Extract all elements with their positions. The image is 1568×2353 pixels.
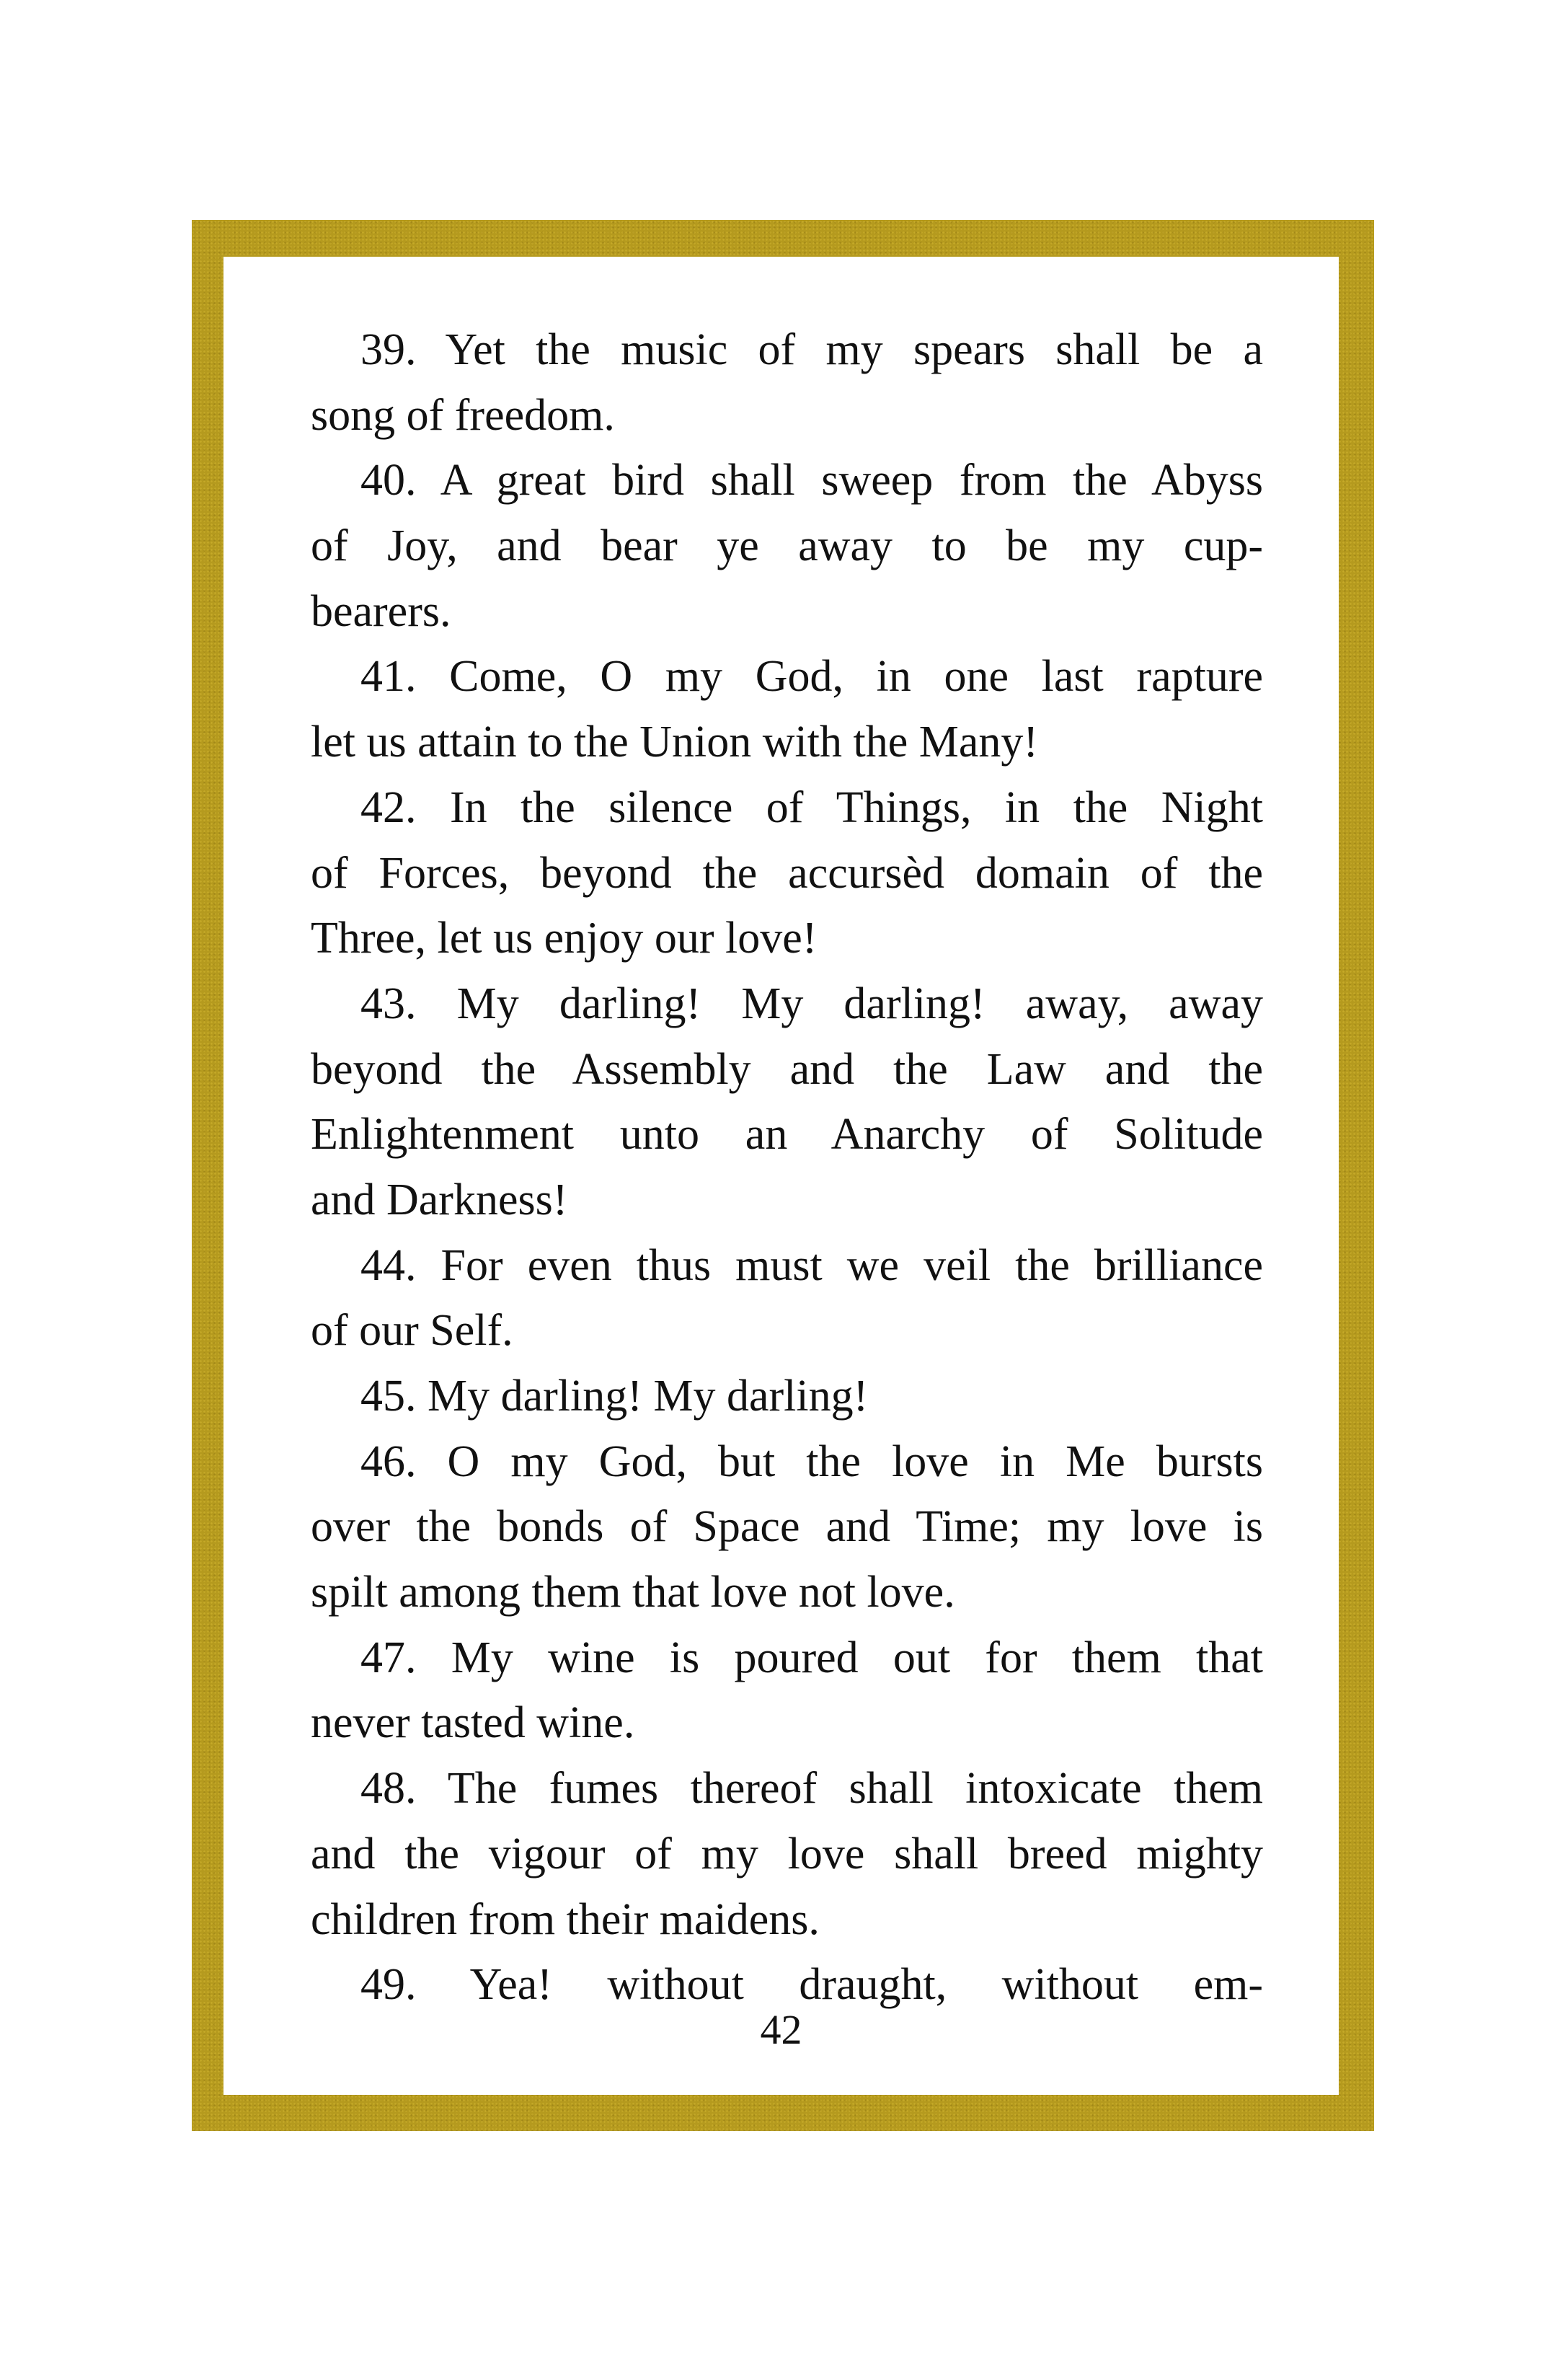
verse-line: beyond the Assembly and the Law and the <box>311 1044 1263 1094</box>
verse-line: 43. My darling! My darling! away, away <box>360 979 1263 1028</box>
verse-line: and the vigour of my love shall breed mighty <box>311 1829 1263 1879</box>
verse <box>311 1364 1263 1429</box>
verse-line: 47. My wine is poured out for them that <box>360 1633 1263 1682</box>
verse <box>311 1233 1263 1364</box>
verse-line: never tasted wine. <box>311 1698 635 1748</box>
verse-line: and Darkness! <box>311 1175 568 1224</box>
gold-page-border <box>192 220 1374 2131</box>
page-number: 42 <box>760 2006 802 2053</box>
verse-line: song of freedom. <box>311 390 615 440</box>
verse-line: spilt among them that love not love. <box>311 1568 955 1617</box>
verse-line: Enlightenment unto an Anarchy of Solitude <box>311 1110 1263 1160</box>
verse-line: 41. Come, O my God, in one last rapture <box>360 652 1263 702</box>
verse <box>311 1625 1263 1756</box>
verse-line: bearers. <box>311 586 451 636</box>
verse <box>311 971 1263 1233</box>
verse-line: 42. In the silence of Things, in the Night <box>360 782 1263 832</box>
verse <box>311 1429 1263 1625</box>
verse-text <box>311 317 1263 2018</box>
verse-line: 48. The fumes thereof shall intoxicate them <box>360 1764 1263 1814</box>
verse-line: of Forces, beyond the accursèd domain of the <box>311 848 1263 898</box>
verse <box>311 775 1263 971</box>
verse-line: 45. My darling! My darling! <box>360 1372 869 1421</box>
verse-line: of Joy, and bear ye away to be my cup- <box>311 521 1263 571</box>
verse <box>311 644 1263 774</box>
verse-line: of our Self. <box>311 1306 513 1356</box>
verse-line: 40. A great bird shall sweep from the Abyss <box>360 456 1263 506</box>
verse <box>311 448 1263 644</box>
page-content <box>223 257 1339 2095</box>
verse <box>311 1756 1263 1952</box>
verse-line: let us attain to the Union with the Many! <box>311 718 1039 767</box>
verse-line: over the bonds of Space and Time; my love is <box>311 1502 1263 1552</box>
verse-line: 49. Yea! without draught, without em- <box>360 1960 1263 2010</box>
verse-line: 44. For even thus must we veil the brilliance <box>360 1240 1263 1290</box>
verse-line: children from their maidens. <box>311 1894 820 1944</box>
verse-line: Three, let us enjoy our love! <box>311 914 818 963</box>
verse-line: 39. Yet the music of my spears shall be a <box>360 325 1263 374</box>
verse <box>311 317 1263 448</box>
verse-line: 46. O my God, but the love in Me bursts <box>360 1436 1263 1486</box>
